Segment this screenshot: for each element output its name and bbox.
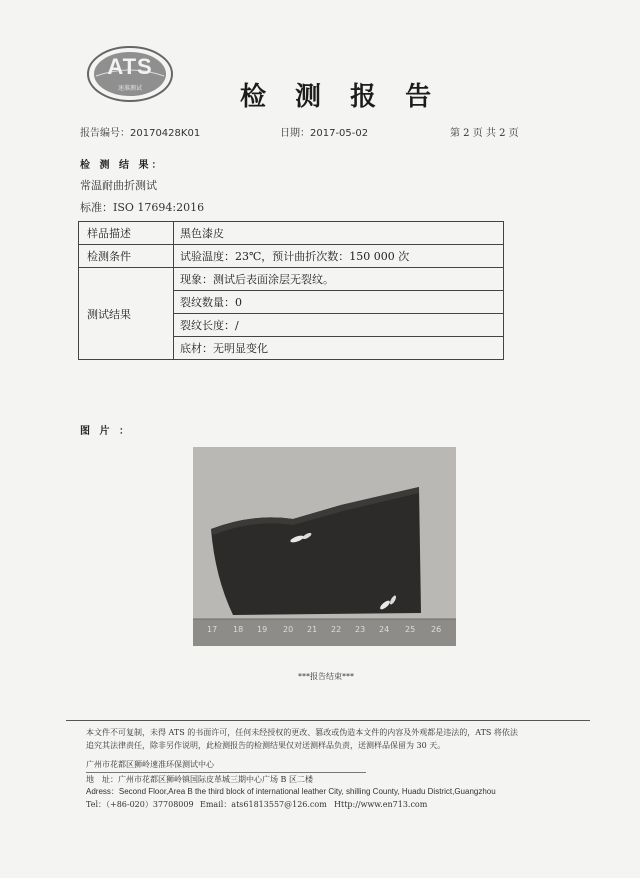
table-row	[79, 222, 504, 245]
footer-tel: Tel：（+86-020）37708009	[86, 800, 194, 809]
logo-subtext: 速准测试	[117, 85, 142, 92]
leather-sample-image	[193, 447, 456, 646]
footer-notice-1: 本文件不可复制，未得 ATS 的书面许可，任何未经授权的更改、篡改或伪造本文件的内容及外观都是违法的，ATS 将依法	[86, 728, 518, 737]
result-label: 测试结果	[79, 268, 174, 360]
page-number: 第 2 页 共 2 页	[450, 128, 519, 139]
photo-heading: 图 片 ：	[80, 426, 132, 437]
result-phenomenon: 现象：测试后表面涂层无裂纹。	[174, 268, 504, 291]
ruler	[193, 625, 456, 639]
ruler-mark: 22	[331, 625, 342, 634]
ruler-mark: 25	[405, 625, 416, 634]
report-date-label: 日期：	[280, 128, 310, 139]
ruler-mark: 24	[379, 625, 390, 634]
ruler-mark: 17	[207, 625, 218, 634]
report-number-label: 报告编号：	[80, 128, 130, 139]
result-substrate: 底材：无明显变化	[174, 337, 504, 360]
ruler-mark: 18	[233, 625, 244, 634]
ruler-mark: 20	[283, 625, 294, 634]
footer-address-en: Adress：Second Floor,Area B the third block of international leather City, shilling County, Huadu District,Guangzhou	[86, 787, 496, 796]
conditions-label: 检测条件	[79, 245, 174, 268]
result-crack-length: 裂纹长度：/	[174, 314, 504, 337]
footer-org: 广州市花都区狮岭速准环保测试中心	[86, 760, 214, 769]
logo-text: ATS	[107, 54, 153, 79]
table-row	[79, 268, 504, 291]
results-table	[78, 221, 504, 360]
sample-photo	[193, 447, 456, 646]
report-number-value: 20170428K01	[130, 128, 201, 139]
footer-notice-2: 追究其法律责任，除非另作说明，此检测报告的检测结果仅对送测样品负责，送测样品保留为 30 天。	[86, 741, 446, 750]
report-date	[280, 124, 368, 139]
sample-value: 黑色漆皮	[174, 222, 504, 245]
ruler-mark: 19	[257, 625, 268, 634]
report-date-value: 2017-05-02	[310, 128, 369, 139]
footer-email: Email：ats61813557@126.com	[200, 800, 327, 809]
result-crack-count: 裂纹数量：0	[174, 291, 504, 314]
test-name: 常温耐曲折测试	[80, 179, 157, 192]
report-number	[80, 124, 200, 139]
conditions-value: 试验温度：23℃，预计曲折次数：150 000 次	[174, 245, 504, 268]
test-standard: 标准：ISO 17694:2016	[80, 201, 205, 214]
ruler-mark: 23	[355, 625, 366, 634]
end-of-report: ***报告结束***	[298, 672, 354, 681]
ruler-mark: 21	[307, 625, 318, 634]
footer-address-cn: 地 址：广州市花都区狮岭镇国际皮革城三期中心广场 B 区二楼	[86, 775, 313, 784]
ats-logo	[86, 44, 174, 104]
table-row	[79, 245, 504, 268]
results-heading: 检 测 结 果：	[80, 160, 165, 171]
page-title: 检 测 报 告	[240, 82, 442, 112]
ruler-mark: 26	[431, 625, 442, 634]
footer-divider	[66, 720, 590, 721]
footer-website[interactable]: Http://www.en713.com	[334, 800, 428, 809]
sample-label: 样品描述	[79, 222, 174, 245]
